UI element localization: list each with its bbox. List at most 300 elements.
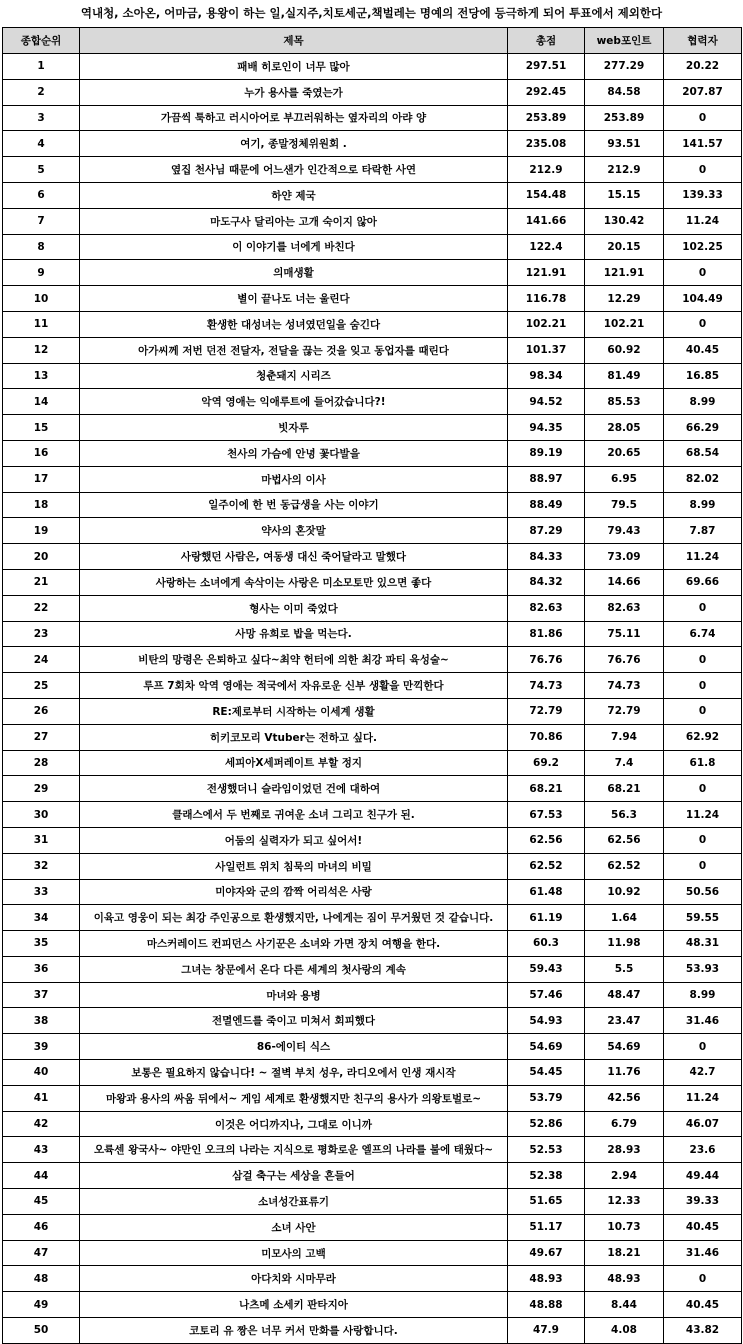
cell-title: 마도구사 달리아는 고개 숙이지 않아	[80, 208, 508, 234]
cell-web-points: 12.29	[585, 286, 664, 312]
cell-total: 297.51	[508, 54, 585, 80]
cell-collaborator: 66.29	[664, 415, 742, 441]
cell-rank: 37	[3, 982, 80, 1008]
table-row	[3, 698, 742, 724]
cell-total: 74.73	[508, 673, 585, 699]
cell-web-points: 102.21	[585, 311, 664, 337]
cell-collaborator: 49.44	[664, 1163, 742, 1189]
cell-collaborator: 50.56	[664, 879, 742, 905]
table-row	[3, 879, 742, 905]
table-row	[3, 905, 742, 931]
cell-collaborator: 0	[664, 1266, 742, 1292]
cell-collaborator: 0	[664, 595, 742, 621]
cell-total: 212.9	[508, 157, 585, 183]
cell-title: 의매생활	[80, 260, 508, 286]
cell-collaborator: 207.87	[664, 79, 742, 105]
cell-rank: 42	[3, 1111, 80, 1137]
cell-rank: 47	[3, 1240, 80, 1266]
cell-title: 히키코모리 Vtuber는 전하고 싶다.	[80, 724, 508, 750]
table-row	[3, 1060, 742, 1086]
cell-rank: 14	[3, 389, 80, 415]
cell-web-points: 11.76	[585, 1060, 664, 1086]
cell-total: 102.21	[508, 311, 585, 337]
cell-title: 빗자루	[80, 415, 508, 441]
cell-web-points: 85.53	[585, 389, 664, 415]
cell-total: 94.52	[508, 389, 585, 415]
cell-rank: 32	[3, 853, 80, 879]
cell-title: 비탄의 망령은 은퇴하고 싶다~최약 헌터에 의한 최강 파티 육성술~	[80, 647, 508, 673]
header-web-points: web포인트	[585, 28, 664, 54]
cell-collaborator: 82.02	[664, 466, 742, 492]
cell-collaborator: 16.85	[664, 363, 742, 389]
cell-collaborator: 102.25	[664, 234, 742, 260]
cell-total: 154.48	[508, 182, 585, 208]
cell-collaborator: 141.57	[664, 131, 742, 157]
cell-collaborator: 61.8	[664, 750, 742, 776]
cell-total: 72.79	[508, 698, 585, 724]
cell-collaborator: 8.99	[664, 389, 742, 415]
cell-collaborator: 104.49	[664, 286, 742, 312]
cell-title: 사일런트 위치 침묵의 마녀의 비밀	[80, 853, 508, 879]
cell-rank: 13	[3, 363, 80, 389]
cell-title: 사랑했던 사람은, 여동생 대신 죽어달라고 말했다	[80, 544, 508, 570]
cell-title: 86-에이티 식스	[80, 1034, 508, 1060]
cell-rank: 48	[3, 1266, 80, 1292]
cell-title: 누가 용사를 죽였는가	[80, 79, 508, 105]
cell-web-points: 1.64	[585, 905, 664, 931]
cell-title: 사랑하는 소녀에게 속삭이는 사랑은 미소모토만 있으면 좋다	[80, 569, 508, 595]
cell-collaborator: 0	[664, 1034, 742, 1060]
cell-total: 84.33	[508, 544, 585, 570]
header-rank: 종합순위	[3, 28, 80, 54]
table-body	[3, 54, 742, 1344]
cell-collaborator: 0	[664, 673, 742, 699]
table-row	[3, 956, 742, 982]
table-row	[3, 1266, 742, 1292]
cell-rank: 1	[3, 54, 80, 80]
cell-title: 나츠메 소세키 판타지아	[80, 1292, 508, 1318]
cell-web-points: 6.95	[585, 466, 664, 492]
cell-total: 61.19	[508, 905, 585, 931]
cell-title: 보통은 필요하지 않습니다! ~ 절벽 부치 성우, 라디오에서 인생 재시작	[80, 1060, 508, 1086]
table-row	[3, 337, 742, 363]
cell-total: 121.91	[508, 260, 585, 286]
cell-rank: 31	[3, 827, 80, 853]
cell-title: 약사의 혼잣말	[80, 518, 508, 544]
cell-collaborator: 43.82	[664, 1318, 742, 1344]
table-row	[3, 1189, 742, 1215]
cell-rank: 45	[3, 1189, 80, 1215]
cell-total: 48.88	[508, 1292, 585, 1318]
cell-title: 이육고 영웅이 되는 최강 주인공으로 환생했지만, 나에게는 짐이 무거웠던 것 같습니다.	[80, 905, 508, 931]
table-row	[3, 802, 742, 828]
table-row	[3, 518, 742, 544]
cell-title: 천사의 가슴에 안녕 꽃다발을	[80, 440, 508, 466]
table-row	[3, 673, 742, 699]
cell-total: 292.45	[508, 79, 585, 105]
table-row	[3, 569, 742, 595]
table-row	[3, 1085, 742, 1111]
cell-collaborator: 0	[664, 698, 742, 724]
cell-collaborator: 0	[664, 105, 742, 131]
cell-collaborator: 11.24	[664, 544, 742, 570]
cell-title: 소녀 사안	[80, 1214, 508, 1240]
cell-collaborator: 42.7	[664, 1060, 742, 1086]
table-row	[3, 311, 742, 337]
cell-web-points: 10.73	[585, 1214, 664, 1240]
cell-rank: 28	[3, 750, 80, 776]
cell-title: 별이 끝나도 너는 울린다	[80, 286, 508, 312]
cell-collaborator: 0	[664, 647, 742, 673]
cell-title: 소녀성간표류기	[80, 1189, 508, 1215]
cell-web-points: 14.66	[585, 569, 664, 595]
cell-rank: 40	[3, 1060, 80, 1086]
table-row	[3, 750, 742, 776]
table-row	[3, 105, 742, 131]
cell-web-points: 121.91	[585, 260, 664, 286]
cell-web-points: 48.47	[585, 982, 664, 1008]
cell-title: 마법사의 이사	[80, 466, 508, 492]
cell-total: 67.53	[508, 802, 585, 828]
cell-web-points: 48.93	[585, 1266, 664, 1292]
cell-web-points: 62.52	[585, 853, 664, 879]
cell-total: 52.86	[508, 1111, 585, 1137]
cell-web-points: 130.42	[585, 208, 664, 234]
table-row	[3, 1163, 742, 1189]
cell-total: 48.93	[508, 1266, 585, 1292]
cell-rank: 43	[3, 1137, 80, 1163]
cell-rank: 2	[3, 79, 80, 105]
table-row	[3, 595, 742, 621]
cell-rank: 16	[3, 440, 80, 466]
cell-total: 61.48	[508, 879, 585, 905]
table-row	[3, 1214, 742, 1240]
cell-total: 53.79	[508, 1085, 585, 1111]
cell-collaborator: 40.45	[664, 1292, 742, 1318]
table-row	[3, 621, 742, 647]
table-row	[3, 389, 742, 415]
table-row	[3, 234, 742, 260]
cell-title: 마녀와 용병	[80, 982, 508, 1008]
cell-total: 88.49	[508, 492, 585, 518]
cell-total: 253.89	[508, 105, 585, 131]
cell-rank: 25	[3, 673, 80, 699]
table-row	[3, 724, 742, 750]
cell-total: 76.76	[508, 647, 585, 673]
table-row	[3, 1292, 742, 1318]
cell-rank: 46	[3, 1214, 80, 1240]
table-row	[3, 853, 742, 879]
cell-total: 52.38	[508, 1163, 585, 1189]
cell-web-points: 20.65	[585, 440, 664, 466]
cell-title: 악역 영애는 익애루트에 들어갔습니다?!	[80, 389, 508, 415]
cell-collaborator: 59.55	[664, 905, 742, 931]
table-row	[3, 1034, 742, 1060]
cell-web-points: 79.43	[585, 518, 664, 544]
table-row	[3, 260, 742, 286]
cell-web-points: 6.79	[585, 1111, 664, 1137]
table-row	[3, 182, 742, 208]
cell-rank: 10	[3, 286, 80, 312]
cell-rank: 7	[3, 208, 80, 234]
cell-title: 마왕과 용사의 싸움 뒤에서~ 게임 세계로 환생했지만 친구의 용사가 의왕토벌로~	[80, 1085, 508, 1111]
cell-collaborator: 62.92	[664, 724, 742, 750]
cell-collaborator: 40.45	[664, 1214, 742, 1240]
cell-title: 이 이야기를 너에게 바친다	[80, 234, 508, 260]
cell-web-points: 5.5	[585, 956, 664, 982]
table-row	[3, 286, 742, 312]
table-row	[3, 1240, 742, 1266]
cell-rank: 22	[3, 595, 80, 621]
cell-title: 코토리 유 짱은 너무 커서 만화를 사랑합니다.	[80, 1318, 508, 1344]
cell-web-points: 7.94	[585, 724, 664, 750]
header-collaborator: 협력자	[664, 28, 742, 54]
cell-web-points: 18.21	[585, 1240, 664, 1266]
cell-collaborator: 69.66	[664, 569, 742, 595]
cell-total: 68.21	[508, 776, 585, 802]
cell-rank: 50	[3, 1318, 80, 1344]
cell-rank: 29	[3, 776, 80, 802]
cell-rank: 19	[3, 518, 80, 544]
table-row	[3, 827, 742, 853]
ranking-table	[2, 27, 742, 1344]
cell-total: 59.43	[508, 956, 585, 982]
cell-title: RE:제로부터 시작하는 이세계 생활	[80, 698, 508, 724]
cell-web-points: 93.51	[585, 131, 664, 157]
cell-collaborator: 139.33	[664, 182, 742, 208]
cell-total: 81.86	[508, 621, 585, 647]
table-row	[3, 363, 742, 389]
cell-total: 84.32	[508, 569, 585, 595]
cell-collaborator: 11.24	[664, 208, 742, 234]
cell-web-points: 84.58	[585, 79, 664, 105]
cell-total: 49.67	[508, 1240, 585, 1266]
cell-web-points: 79.5	[585, 492, 664, 518]
cell-title: 미모사의 고백	[80, 1240, 508, 1266]
cell-web-points: 20.15	[585, 234, 664, 260]
cell-rank: 30	[3, 802, 80, 828]
cell-total: 122.4	[508, 234, 585, 260]
cell-collaborator: 46.07	[664, 1111, 742, 1137]
table-row	[3, 131, 742, 157]
cell-web-points: 11.98	[585, 931, 664, 957]
cell-web-points: 212.9	[585, 157, 664, 183]
cell-total: 54.45	[508, 1060, 585, 1086]
cell-total: 70.86	[508, 724, 585, 750]
cell-rank: 33	[3, 879, 80, 905]
cell-collaborator: 8.99	[664, 492, 742, 518]
cell-collaborator: 11.24	[664, 802, 742, 828]
cell-collaborator: 0	[664, 776, 742, 802]
cell-rank: 44	[3, 1163, 80, 1189]
cell-total: 98.34	[508, 363, 585, 389]
cell-title: 그녀는 창문에서 온다 다른 세계의 첫사랑의 계속	[80, 956, 508, 982]
cell-rank: 17	[3, 466, 80, 492]
cell-total: 88.97	[508, 466, 585, 492]
cell-collaborator: 0	[664, 157, 742, 183]
cell-title: 가끔씩 툭하고 러시아어로 부끄러워하는 옆자리의 아랴 양	[80, 105, 508, 131]
table-row	[3, 54, 742, 80]
cell-title: 하얀 제국	[80, 182, 508, 208]
cell-title: 이것은 어디까지나, 그대로 이니까	[80, 1111, 508, 1137]
cell-web-points: 62.56	[585, 827, 664, 853]
table-row	[3, 466, 742, 492]
cell-web-points: 54.69	[585, 1034, 664, 1060]
cell-web-points: 277.29	[585, 54, 664, 80]
table-row	[3, 415, 742, 441]
cell-title: 사망 유희로 밥을 먹는다.	[80, 621, 508, 647]
cell-web-points: 82.63	[585, 595, 664, 621]
cell-collaborator: 53.93	[664, 956, 742, 982]
cell-collaborator: 40.45	[664, 337, 742, 363]
cell-title: 청춘돼지 시리즈	[80, 363, 508, 389]
cell-total: 47.9	[508, 1318, 585, 1344]
cell-web-points: 10.92	[585, 879, 664, 905]
cell-total: 51.17	[508, 1214, 585, 1240]
cell-rank: 49	[3, 1292, 80, 1318]
cell-web-points: 60.92	[585, 337, 664, 363]
table-row	[3, 1008, 742, 1034]
cell-title: 루프 7회차 악역 영애는 적국에서 자유로운 신부 생활을 만끽한다	[80, 673, 508, 699]
cell-web-points: 15.15	[585, 182, 664, 208]
cell-collaborator: 31.46	[664, 1240, 742, 1266]
table-row	[3, 647, 742, 673]
cell-total: 57.46	[508, 982, 585, 1008]
cell-rank: 21	[3, 569, 80, 595]
table-row	[3, 544, 742, 570]
cell-collaborator: 0	[664, 311, 742, 337]
cell-web-points: 76.76	[585, 647, 664, 673]
cell-rank: 15	[3, 415, 80, 441]
cell-collaborator: 11.24	[664, 1085, 742, 1111]
cell-title: 환생한 대성녀는 성녀였던일을 숨긴다	[80, 311, 508, 337]
cell-total: 87.29	[508, 518, 585, 544]
cell-collaborator: 6.74	[664, 621, 742, 647]
cell-rank: 26	[3, 698, 80, 724]
cell-web-points: 28.93	[585, 1137, 664, 1163]
cell-title: 아다치와 시마무라	[80, 1266, 508, 1292]
cell-rank: 20	[3, 544, 80, 570]
cell-total: 101.37	[508, 337, 585, 363]
cell-total: 235.08	[508, 131, 585, 157]
cell-total: 141.66	[508, 208, 585, 234]
cell-total: 116.78	[508, 286, 585, 312]
cell-title: 일주이에 한 번 동급생을 사는 이야기	[80, 492, 508, 518]
cell-collaborator: 0	[664, 853, 742, 879]
cell-rank: 24	[3, 647, 80, 673]
header-total: 총점	[508, 28, 585, 54]
cell-title: 미야자와 군의 깜짝 어리석은 사랑	[80, 879, 508, 905]
cell-collaborator: 0	[664, 827, 742, 853]
table-row	[3, 931, 742, 957]
table-row	[3, 982, 742, 1008]
cell-web-points: 56.3	[585, 802, 664, 828]
table-header-row	[3, 28, 742, 54]
cell-collaborator: 31.46	[664, 1008, 742, 1034]
cell-total: 69.2	[508, 750, 585, 776]
cell-collaborator: 7.87	[664, 518, 742, 544]
cell-title: 여기, 종말정체위원회 .	[80, 131, 508, 157]
cell-collaborator: 48.31	[664, 931, 742, 957]
cell-total: 82.63	[508, 595, 585, 621]
cell-rank: 41	[3, 1085, 80, 1111]
table-row	[3, 1318, 742, 1344]
table-row	[3, 157, 742, 183]
cell-title: 형사는 이미 죽었다	[80, 595, 508, 621]
table-row	[3, 79, 742, 105]
cell-web-points: 74.73	[585, 673, 664, 699]
cell-title: 클래스에서 두 번째로 귀여운 소녀 그리고 친구가 된.	[80, 802, 508, 828]
cell-web-points: 8.44	[585, 1292, 664, 1318]
table-row	[3, 1111, 742, 1137]
cell-rank: 5	[3, 157, 80, 183]
cell-total: 94.35	[508, 415, 585, 441]
cell-rank: 6	[3, 182, 80, 208]
cell-rank: 8	[3, 234, 80, 260]
cell-title: 세피아X세퍼레이트 부할 정지	[80, 750, 508, 776]
cell-web-points: 7.4	[585, 750, 664, 776]
cell-title: 전생했더니 슬라임이었던 건에 대하여	[80, 776, 508, 802]
cell-title: 오륙센 왕국사~ 야만인 오크의 나라는 지식으로 평화로운 엘프의 나라를 불에 태웠다~	[80, 1137, 508, 1163]
cell-total: 60.3	[508, 931, 585, 957]
cell-title: 아가씨께 저번 던전 전달자, 전달을 끊는 것을 잊고 동업자를 때린다	[80, 337, 508, 363]
cell-collaborator: 8.99	[664, 982, 742, 1008]
cell-rank: 9	[3, 260, 80, 286]
cell-title: 어둠의 실력자가 되고 싶어서!	[80, 827, 508, 853]
cell-rank: 36	[3, 956, 80, 982]
cell-rank: 38	[3, 1008, 80, 1034]
cell-collaborator: 23.6	[664, 1137, 742, 1163]
cell-collaborator: 20.22	[664, 54, 742, 80]
cell-total: 52.53	[508, 1137, 585, 1163]
cell-web-points: 72.79	[585, 698, 664, 724]
cell-web-points: 23.47	[585, 1008, 664, 1034]
cell-web-points: 2.94	[585, 1163, 664, 1189]
cell-rank: 12	[3, 337, 80, 363]
cell-web-points: 28.05	[585, 415, 664, 441]
cell-collaborator: 0	[664, 260, 742, 286]
cell-total: 51.65	[508, 1189, 585, 1215]
table-row	[3, 492, 742, 518]
cell-title: 삼걸 축구는 세상을 흔들어	[80, 1163, 508, 1189]
cell-rank: 18	[3, 492, 80, 518]
table-row	[3, 440, 742, 466]
cell-rank: 39	[3, 1034, 80, 1060]
exclusion-notice: 역내청, 소아온, 어마금, 용왕이 하는 일,실지주,치토세군,책벌레는 명예의 전당에 등극하게 되어 투표에서 제외한다	[80, 6, 663, 20]
cell-title: 패배 히로인이 너무 많아	[80, 54, 508, 80]
cell-title: 전멸엔드를 죽이고 미쳐서 회피했다	[80, 1008, 508, 1034]
cell-web-points: 75.11	[585, 621, 664, 647]
cell-rank: 3	[3, 105, 80, 131]
cell-web-points: 12.33	[585, 1189, 664, 1215]
cell-web-points: 73.09	[585, 544, 664, 570]
cell-total: 62.52	[508, 853, 585, 879]
cell-title: 마스커레이드 컨피던스 사기꾼은 소녀와 가면 장치 여행을 한다.	[80, 931, 508, 957]
table-row	[3, 208, 742, 234]
table-row	[3, 1137, 742, 1163]
cell-rank: 34	[3, 905, 80, 931]
cell-rank: 4	[3, 131, 80, 157]
cell-total: 62.56	[508, 827, 585, 853]
cell-rank: 23	[3, 621, 80, 647]
cell-rank: 11	[3, 311, 80, 337]
cell-title: 옆집 천사님 때문에 어느샌가 인간적으로 타락한 사연	[80, 157, 508, 183]
cell-web-points: 253.89	[585, 105, 664, 131]
cell-collaborator: 68.54	[664, 440, 742, 466]
cell-web-points: 68.21	[585, 776, 664, 802]
cell-web-points: 81.49	[585, 363, 664, 389]
table-row	[3, 776, 742, 802]
